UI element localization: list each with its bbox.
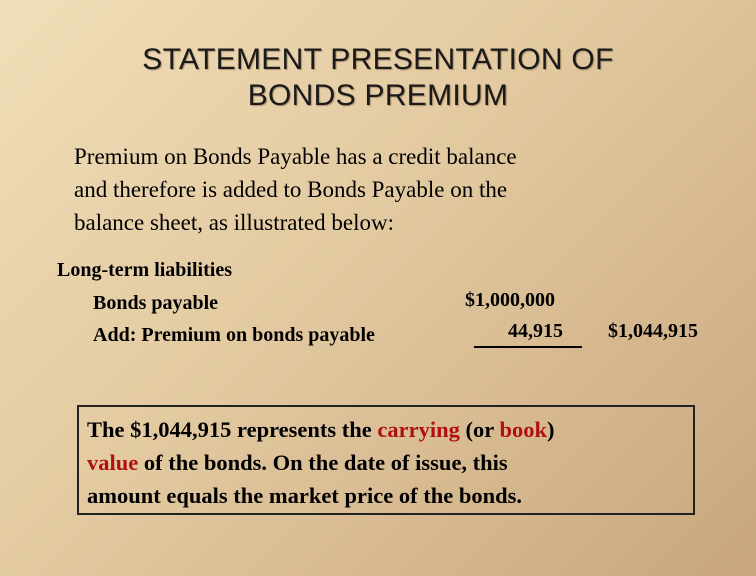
intro-line-2: and therefore is added to Bonds Payable on the (74, 177, 508, 202)
term-book: book (499, 417, 547, 442)
premium-underline (474, 346, 582, 348)
bonds-payable-label: Bonds payable (93, 292, 219, 314)
bonds-payable-amount: $1,000,000 (465, 289, 555, 311)
intro-line-3: balance sheet, as illustrated below: (74, 210, 394, 235)
callout-line-3: amount equals the market price of the bonds. (87, 483, 523, 508)
callout-line-1 (87, 413, 685, 446)
slide-title-line-1: STATEMENT PRESENTATION OF (142, 43, 614, 76)
callout-text: of the bonds. On the date of issue, this (138, 450, 508, 475)
premium-amount: 44,915 (508, 320, 563, 342)
total-carrying-amount: $1,044,915 (608, 320, 698, 342)
intro-paragraph (74, 140, 517, 239)
callout-box (77, 405, 695, 515)
callout-text: (or (459, 417, 500, 442)
callout-text: ) (547, 417, 555, 442)
callout-text: The $1,044,915 represents the (87, 417, 378, 442)
long-term-liabilities-heading: Long-term liabilities (57, 259, 232, 281)
premium-label: Add: Premium on bonds payable (93, 324, 375, 346)
slide-title-line-2: BONDS PREMIUM (247, 79, 509, 112)
term-carrying: carrying (377, 417, 460, 442)
intro-line-1: Premium on Bonds Payable has a credit balance (74, 144, 517, 169)
callout-line-2 (87, 446, 685, 479)
term-value: value (87, 450, 139, 475)
slide-title (0, 42, 756, 114)
